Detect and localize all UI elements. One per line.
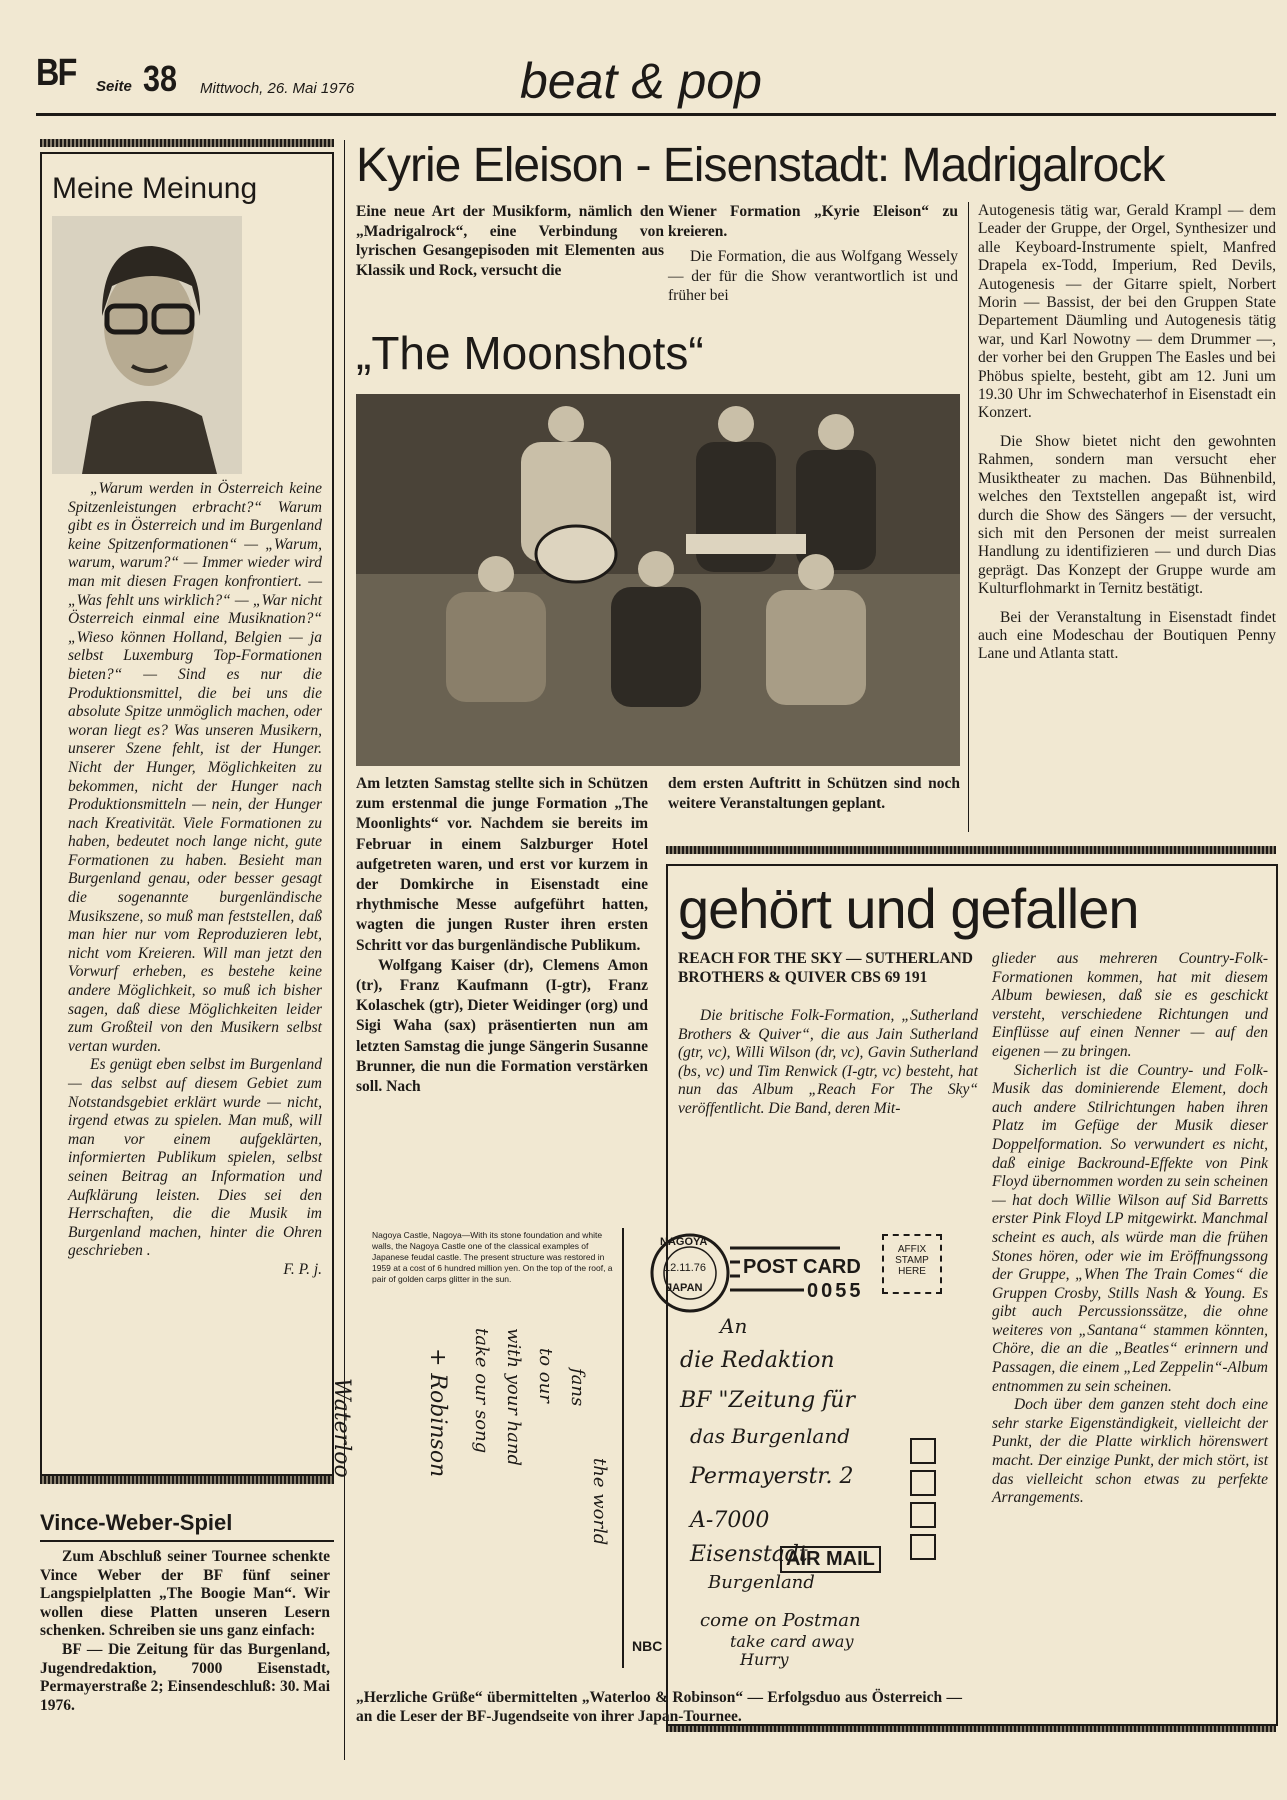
masthead-seite: Seite [96, 78, 132, 95]
vince-text: Zum Abschluß seiner Tournee schenkte Vince Weber der BF fünf seiner Langspielplatten „The Boogie Man“. Wir wollen diese Platten unseren Lesern schenken. Schreiben sie uns ganz einfach: [40, 1548, 330, 1640]
postcard-value: 0055 [804, 1280, 867, 1303]
main-col3-a: Autogenesis tätig war, Gerald Krampl — dem Leader der Gruppe, der Orgel, Synthesizer und alle Keyboard-Instrumente spielt, Manfred Drapela ex-Todd, Imperium, Red Devils, Autogenesis — der Gitarre spielt, Norbert Morin — Bassist, der bei den Gruppen State Departement Däumling und Autogenesis tätig war, und Karl Nowotny — dem Drummer —, der vorher bei den Gruppen The Easles und bei Phöbus spielte, besteht, gibt am 12. Juni um 19.30 Uhr im Schwechaterhof in Eisenstadt ein Konzert. [978, 202, 1276, 422]
postcard [329, 1218, 960, 1678]
main-col2-b: Die Formation, die aus Wolfgang Wessely — der für die Show verantwortlich ist und früher bei [668, 248, 958, 304]
review-col2-b: Sicherlich ist die Country- und Folk-Musik das dominierende Element, doch auch andere Stilrichtungen haben ihren Platz im Gefüge der Musik dieser Doppelformation. So verwundert es nicht, daß einige Backround-Effekte von Pink Floyd übernommen worden zu sein scheinen — hat doch Willie Wilson auf Sid Barretts erster Pink Floyd LP mitgewirkt. Manchmal scheint es auch, als würde man die frühen Stones hören, oder wie im Eröffnungssong der Gruppe, „When The Train Comes“ die Gruppen Crosby, Stills Nash & Young. Es gibt auch Percussionssätze, die ohne weiteres von „Santana“ stammen könnten, Chöre, die an die „Beatles“ erinnern und Passagen, die einem „Led Zeppelin“-Album entnommen zu sein scheinen. [992, 1061, 1268, 1395]
moonshots-text-1: Am letzten Samstag stellte sich in Schützen zum erstenmal die junge Formation „The Moonlights“ vor. Nachdem sie bereits im Februar in einem Salzburger Hotel aufgetreten waren, und erst vor kurzem in der Domkirche in Eisenstadt eine rhythmische Messe aufgeführt hatten, wagten die jungen Ruster ihren ersten Schritt vor das burgenländische Publikum. [356, 775, 648, 954]
hand-address-11: Hurry [740, 1650, 789, 1669]
opinion-paragraph-2: Es genügt eben selbst im Burgenland — das selbst auf diesem Gebiet zum Notstandsgebiet erklärt wurde — nicht, irgend etwas zu spielen. Man muß, will man vor einem aufgeklärten, informierten Publikum spielen, selbst seinen Beitrag an Information und Aufklärung leisten. Dies sei den Herrschaften, die die Musik im Burgenland machen, hinter die Ohren geschrieben . [68, 1056, 322, 1260]
hand-address-6: A-7000 [690, 1508, 770, 1533]
hand-address-9: come on Postman [700, 1610, 861, 1631]
main-col3 [978, 202, 1276, 664]
hand-address-1: An [720, 1314, 748, 1338]
hand-message-7: the world [589, 1458, 610, 1546]
postmark-country: JAPAN [666, 1282, 703, 1294]
opinion-title: Meine Meinung [52, 172, 258, 205]
vince-body [40, 1548, 330, 1715]
page-number: 38 [143, 58, 178, 99]
moonshots-col2: dem ersten Auftritt in Schützen sind noch weitere Veranstaltungen geplant. [668, 775, 960, 813]
review-record: REACH FOR THE SKY — SUTHERLAND BROTHERS & QUIVER CBS 69 191 [678, 950, 973, 986]
band-photo [356, 394, 960, 766]
main-col2-a: Wiener Formation „Kyrie Eleison“ zu kreieren. [668, 203, 958, 240]
masthead-logo: BF [36, 52, 76, 94]
opinion-signature: F. P. j. [283, 1260, 322, 1278]
masthead-rule [36, 113, 1276, 116]
masthead-date: Mittwoch, 26. Mai 1976 [200, 80, 355, 97]
hand-message-3: take our song [471, 1328, 492, 1454]
review-top-bar [666, 846, 1276, 854]
opinion-body [68, 480, 322, 1280]
review-headline: gehört und gefallen [678, 877, 1139, 940]
hand-message-5: to our [535, 1348, 556, 1403]
publisher-logo: NBC [632, 1638, 663, 1654]
address-box-1 [910, 1438, 936, 1464]
postcard-caption: „Herzliche Grüße“ übermittelten „Waterloo & Robinson“ — Erfolgsduo aus Österreich — an die Leser der BF-Jugendseite von ihrer Japan-Tournee. [356, 1689, 962, 1725]
review-col1: Die britische Folk-Formation, „Sutherland Brothers & Quiver“, die aus Jain Sutherland (gtr, vc), Willi Wilson (dr, vc), Gavin Sutherland (bs, vc) und Tim Renwick (I-gtr, vc) besteht, hat nun das Album „Reach For The Sky“ veröffentlicht. Die Band, deren Mit- [678, 1007, 978, 1117]
section-title: beat & pop [520, 53, 762, 109]
postcard-divider [622, 1228, 624, 1668]
address-box-2 [910, 1470, 936, 1496]
postcard-stamp-text: POST CARD [740, 1256, 864, 1279]
vince-rule [40, 1540, 334, 1542]
stamp-box: AFFIX STAMP HERE [882, 1234, 942, 1294]
hand-message-1: Waterloo [329, 1378, 354, 1478]
main-col3-divider [968, 202, 969, 832]
author-portrait-illustration [52, 216, 242, 474]
vince-address: BF — Die Zeitung für das Burgenland, Jugendredaktion, 7000 Eisenstadt, Permayerstraße 2; Einsendeschluß: 30. Mai 1976. [40, 1640, 330, 1714]
address-box-3 [910, 1502, 936, 1528]
postcard-printed-caption: Nagoya Castle, Nagoya—With its stone foundation and white walls, the Nagoya Castle one of the classical examples of Japanese feudal castle. The present structure was restored in 1959 at a cost of 6 hundred million yen. On the top of the roof, a pair of golden carps glitter in the sun. [372, 1230, 613, 1284]
postmark-city: NAGOYA [660, 1236, 708, 1248]
opinion-top-bar [40, 139, 334, 147]
hand-message-2: + Robinson [425, 1348, 450, 1478]
review-col2-c: Doch über dem ganzen steht doch eine sehr starke Eigenständigkeit, vielleicht der Punkt, der die Platte wirklich hörenswert macht. Der einzige Punkt, der mich stört, ist das vielleicht schon etwas zu perfekte Arrangements. [992, 1396, 1268, 1507]
hand-address-7: Eisenstadt [690, 1542, 808, 1567]
opinion-bottom-bar [40, 1476, 334, 1484]
vince-title: Vince-Weber-Spiel [40, 1510, 233, 1535]
main-headline: Kyrie Eleison - Eisenstadt: Madrigalrock [356, 139, 1165, 192]
hand-address-8: Burgenland [708, 1572, 815, 1593]
moonshots-headline: „The Moonshots“ [356, 327, 704, 379]
hand-message-6: fans [567, 1368, 588, 1407]
main-col3-c: Bei der Veranstaltung in Eisenstadt findet auch eine Modeschau der Boutiquen Penny Lane und Atlanta statt. [978, 608, 1276, 663]
review-col2 [992, 950, 1268, 1508]
band-photo-illustration [356, 394, 960, 766]
review-bottom-bar [666, 1726, 1276, 1732]
moonshots-text-2: Wolfgang Kaiser (dr), Clemens Amon (tr), Franz Kaufmann (I-gtr), Franz Kolaschek (gtr), Dieter Weidinger (org) und Sigi Waha (sax) präsentierten nun am letzten Samstag die junge Sängerin Susanne Brunner, die nun die Formation verstärken soll. Nach [356, 956, 648, 1096]
airmail-label: AIR MAIL [780, 1546, 881, 1573]
main-col3-b: Die Show bietet nicht den gewohnten Rahmen, sondern man versucht eher Musiktheater zu machen. Das Bühnenbild, welches den Textstellen angepaßt ist, wird durch die Show des Sängers — der versucht, sich mit den Personen der meist surrealen Handlung zu identifizieren — und durch Dias geprägt. Das Konzept der Gruppe wurde am Kulturflohmarkt in Ternitz bestätigt. [978, 432, 1276, 598]
opinion-paragraph-1: „Warum werden in Österreich keine Spitzenleistungen erbracht?“ Warum gibt es in Österreich und im Burgenland keine Spitzenformationen“ — „Warum, warum, warum?“ — Immer wieder wird man mit diesen Fragen konfrontiert. — „Was fehlt uns wirklich?“ — „War nicht Österreich einmal eine Musiknation?“ „Wieso können Holland, Belgien — ja selbst Luxemburg Top-Formationen bieten?“ — Sind es nur die Produktionsmittel, die bei uns die absolute Spitze unmöglich machen, oder woran liegt es? Was unseren Musikern, unserer Szene fehlt, ist der Hunger. Nicht der Hunger, Möglichkeiten zu bekommen, nicht der Hunger nach Produktionsmitteln — nein, der Hunger nach Kreativität. Viele Formationen zu haben, bedeutet noch lange nicht, gute Formationen zu haben. Besieht man Burgenland genau, oder besser gesagt die sogenannte burgenländische Musikszene, so muß man feststellen, daß man hier nur vom Reproduzieren lebt, nicht vom Kreieren. Will man jetzt den Vorwurf erheben, es bestehe keine andere Möglichkeit, so muß ich bisher sagen, daß diese Möglichkeiten leider zum Großteil von den Musikern selbst vertan wurden. [68, 480, 322, 1055]
hand-message-4: with your hand [503, 1328, 524, 1467]
review-col2-a: glieder aus mehreren Country-Folk-Formationen kommen, hat mit diesem Album bewiesen, daß sie es geschickt versteht, verschiedene Richtungen und Einflüsse auf einen Nenner — auf den eigenen — zu bringen. [992, 950, 1268, 1060]
postmark-date: 12.11.76 [664, 1262, 707, 1274]
address-box-4 [910, 1534, 936, 1560]
hand-address-5: Permayerstr. 2 [690, 1464, 854, 1489]
hand-address-4: das Burgenland [690, 1424, 851, 1448]
hand-address-10: take card away [730, 1632, 854, 1651]
hand-address-2: die Redaktion [680, 1348, 835, 1373]
moonshots-col1 [356, 774, 648, 1097]
column-divider [344, 140, 345, 1760]
main-col1: Eine neue Art der Musikform, nämlich den „Madrigalrock“, eine Verbindung von lyrischen Gesangepisoden mit Elementen aus Klassik und Rock, versucht die [356, 203, 664, 279]
main-col2 [668, 202, 958, 306]
hand-address-3: BF "Zeitung für [680, 1388, 855, 1413]
author-portrait [52, 216, 242, 474]
